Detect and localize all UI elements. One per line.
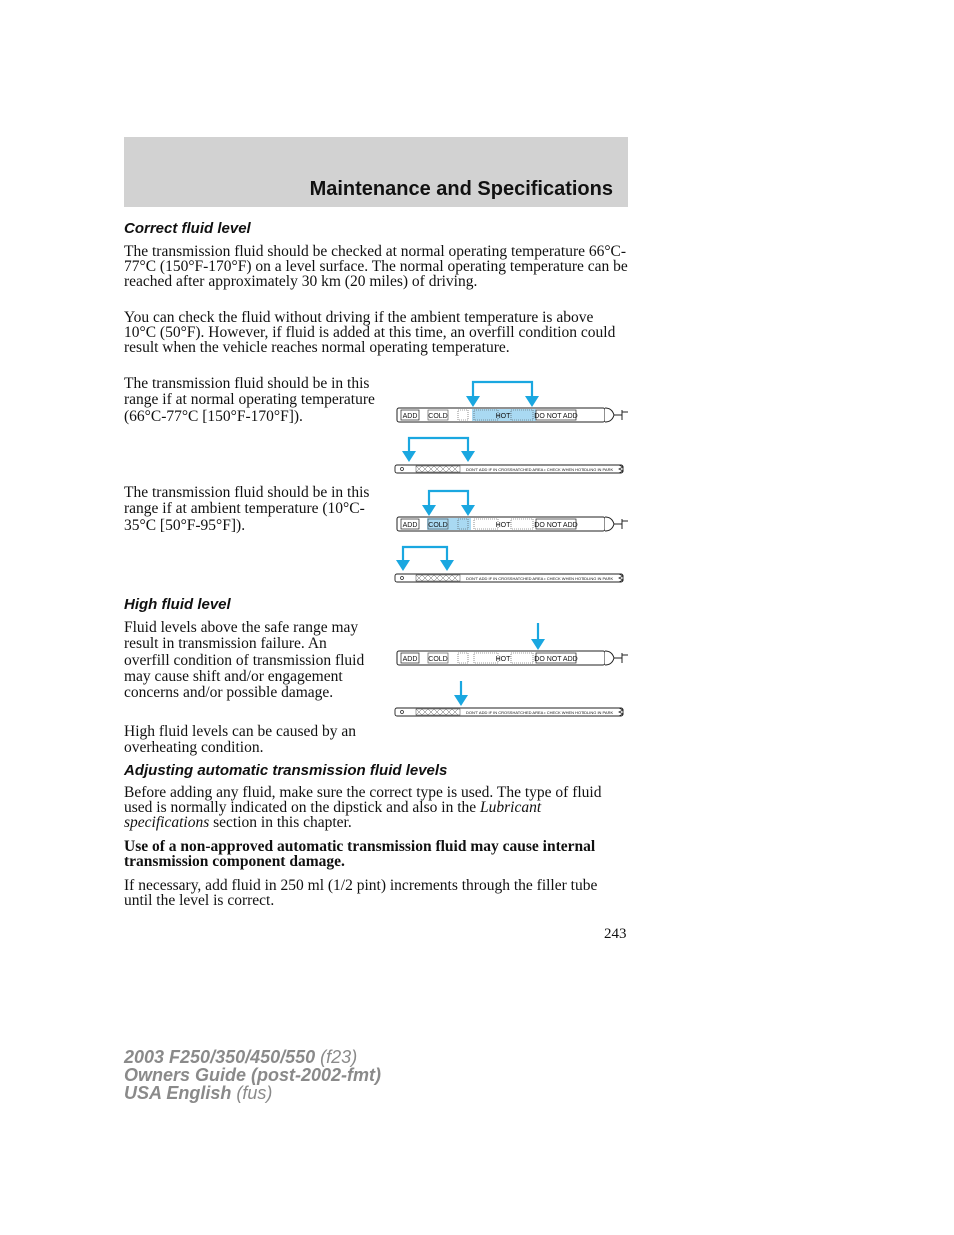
footer-language-code: (fus) <box>231 1083 273 1103</box>
dipstick-label-hot: HOT <box>495 412 511 420</box>
dipstick-label-do-not-add: DO NOT ADD <box>534 521 578 529</box>
footer-line-guide: Owners Guide (post-2002-fmt) <box>124 1065 382 1085</box>
footer-line-model <box>124 1048 381 1066</box>
paragraph-correct-type <box>124 785 628 830</box>
dipstick-back <box>395 708 623 716</box>
dipstick-label-hot: HOT <box>495 655 511 663</box>
dipstick-label-do-not-add: DO NOT ADD <box>534 412 578 420</box>
paragraph-overheating: High fluid levels can be caused by an overheating condition. <box>124 723 356 757</box>
dipstick-figure-ambient-temperature <box>390 487 630 587</box>
dipstick-label-cold: COLD <box>428 412 448 420</box>
dipstick-label-do-not-add: DO NOT ADD <box>534 655 578 663</box>
section-heading-correct-fluid-level: Correct fluid level <box>124 220 251 237</box>
dipstick-figure-normal-temperature <box>390 378 630 478</box>
paragraph-normal-temperature: The transmission fluid should be checked at normal operating temperature 66°C-77°C (150°F-170°F) on a level surface. The normal operating temperature can be reached after approximately 30 km (20 miles) of driving. <box>124 243 628 290</box>
dipstick-label-hot: HOT <box>495 521 511 529</box>
paragraph-overfill: Fluid levels above the safe range may result in transmission failure. An overfill condition of transmission fluid may cause shift and/or engagement concerns and/or possible damage. <box>124 619 365 702</box>
dipstick-back <box>395 574 623 582</box>
footer-model: 2003 F250/350/450/550 <box>124 1047 316 1067</box>
high-level-arrow-back <box>454 681 468 706</box>
dipstick-back-text: DON'T ADD IF IN CROSSHATCHED AREA • CHECK WHEN HOT <box>466 576 584 581</box>
paragraph-add-increments: If necessary, add fluid in 250 ml (1/2 pint) increments through the filler tube until the level is correct. <box>124 877 598 909</box>
dipstick-figure-high-fluid-level <box>390 621 630 721</box>
text-run: Before adding any fluid, make sure the correct type is used. The type of fluid used is normally indicated on the dipstick and also in the <box>124 784 602 816</box>
range-bracket-arrows <box>422 491 475 516</box>
dipstick-label-add: ADD <box>402 655 418 663</box>
footer-language: USA English <box>124 1083 232 1103</box>
paragraph-ambient-check: You can check the fluid without driving if the ambient temperature is above 10°C (50°F). However, if fluid is added at this time, an overfill condition could result when the vehicle reaches normal operating temperature. <box>124 309 616 356</box>
range-bracket-arrows-back <box>396 547 454 571</box>
dipstick-label-add: ADD <box>402 412 418 420</box>
dipstick-back-text-2: IDLING IN PARK <box>583 576 614 581</box>
document-footer <box>124 1048 381 1102</box>
dipstick-back-text-2: IDLING IN PARK <box>583 467 614 472</box>
dipstick-back-text-2: IDLING IN PARK <box>583 710 614 715</box>
paragraph-ambient-range: The transmission fluid should be in this range if at ambient temperature (10°C-35°C [50°F-95°F]). <box>124 484 370 534</box>
dipstick-back-text: DON'T ADD IF IN CROSSHATCHED AREA • CHECK WHEN HOT <box>466 467 584 472</box>
high-level-arrow <box>531 623 545 650</box>
dipstick-front <box>397 408 628 422</box>
warning-text: Use of a non-approved automatic transmission fluid may cause internal transmission component damage. <box>124 838 596 870</box>
header-band <box>124 137 628 207</box>
lubricant-specifications-reference: Lubricant specifications <box>124 799 542 831</box>
footer-model-code: (f23) <box>315 1047 358 1067</box>
dipstick-label-add: ADD <box>402 521 418 529</box>
page-number: 243 <box>604 926 627 942</box>
footer-line-language <box>124 1084 381 1102</box>
range-bracket-arrows <box>466 382 539 407</box>
dipstick-front <box>397 517 628 531</box>
dipstick-back <box>395 465 623 473</box>
section-heading-adjusting-fluid: Adjusting automatic transmission fluid levels <box>124 762 448 779</box>
range-bracket-arrows-back <box>402 438 475 462</box>
page-title: Maintenance and Specifications <box>309 178 613 200</box>
section-heading-high-fluid-level: High fluid level <box>124 596 231 613</box>
dipstick-label-cold: COLD <box>428 655 448 663</box>
dipstick-label-cold: COLD <box>428 521 448 529</box>
dipstick-back-text: DON'T ADD IF IN CROSSHATCHED AREA • CHECK WHEN HOT <box>466 710 584 715</box>
paragraph-normal-range: The transmission fluid should be in this range if at normal operating temperature (66°C-77°C [150°F-170°F]). <box>124 375 375 425</box>
dipstick-front <box>397 651 628 665</box>
text-run: section in this chapter. <box>209 814 352 831</box>
